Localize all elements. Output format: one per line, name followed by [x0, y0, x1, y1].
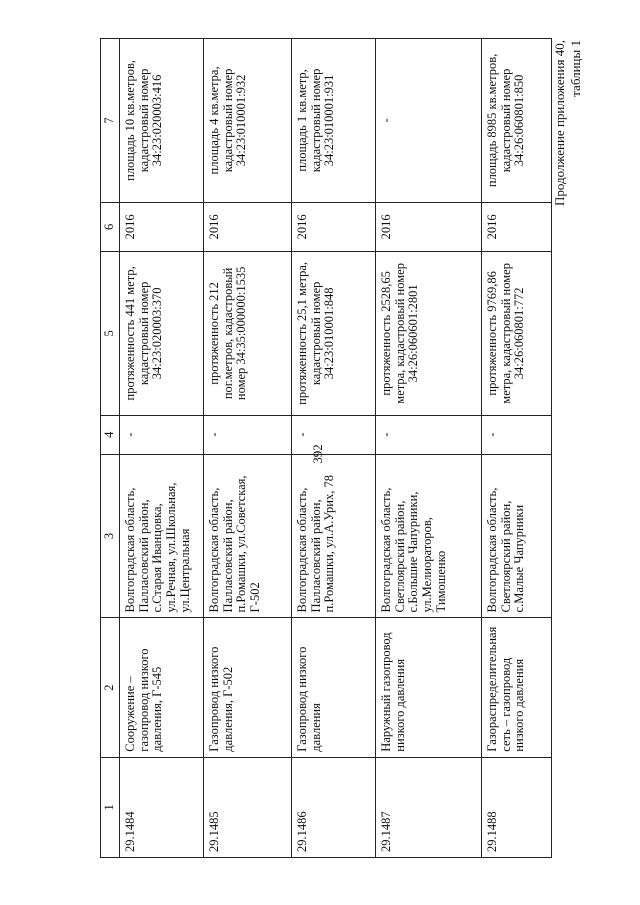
- object-params: протяженность 441 метр, кадастровый номер 34:23:020003:370: [119, 251, 203, 415]
- row-number: 29.1484: [119, 757, 203, 857]
- land-info: площадь 10 кв.метров, кадастровый номер 34:23:020003:416: [119, 39, 203, 203]
- object-address: Волгоградская область, Светлоярский район, с.Малые Чапурники: [481, 454, 551, 618]
- object-name: Сооружение – газопровод низкого давления, Г-545: [119, 618, 203, 757]
- row-number: 29.1486: [291, 757, 375, 857]
- year: 2016: [291, 202, 375, 251]
- header-col-3: 3: [101, 454, 120, 618]
- table-row: [291, 39, 375, 858]
- object-address: Волгоградская область, Палласовский район, с.Старая Иванцовка, ул.Речная, ул.Школьная, ул.Центральная: [119, 454, 203, 618]
- object-name: Газопровод низкого давления: [291, 618, 375, 757]
- col-4-value: -: [291, 415, 375, 454]
- object-params: протяженность 2528,65 метра, кадастровый номер 34:26:060601:2801: [375, 251, 481, 415]
- object-name: Наружный газопровод низкого давления: [375, 618, 481, 757]
- header-col-4: 4: [101, 415, 120, 454]
- header-col-5: 5: [101, 251, 120, 415]
- object-address: Волгоградская область, Палласовский район, п.Ромашки, ул.Советская, Г-502: [203, 454, 291, 618]
- land-info: площадь 4 кв.метра, кадастровый номер 34:23:010001:932: [203, 39, 291, 203]
- col-4-value: -: [375, 415, 481, 454]
- object-params: протяженность 212 пог.метров, кадастровый номер 34:35:000000:1535: [203, 251, 291, 415]
- object-name: Газораспределительная сеть – газопровод низкого давления: [481, 618, 551, 757]
- col-4-value: -: [119, 415, 203, 454]
- land-info: площадь 8985 кв.метров, кадастровый номер 34:26:060801:850: [481, 39, 551, 203]
- year: 2016: [119, 202, 203, 251]
- page-number: 392: [309, 444, 325, 464]
- header-col-1: 1: [101, 757, 120, 857]
- object-params: протяженность 9769,86 метра, кадастровый номер 34:26:060801:772: [481, 251, 551, 415]
- year: 2016: [481, 202, 551, 251]
- table-row: [375, 39, 481, 858]
- register-table-wrapper: [100, 38, 552, 858]
- object-params: протяженность 25,1 метра, кадастровый номер 34:23:010001:848: [291, 251, 375, 415]
- object-address: Волгоградская область, Светлоярский район, с.Большие Чапурники, ул.Мелиораторов, Тимошенко: [375, 454, 481, 618]
- header-col-2: 2: [101, 618, 120, 757]
- table-row: [481, 39, 551, 858]
- table-row: [119, 39, 203, 858]
- continuation-line-2: таблицы 1: [567, 40, 583, 97]
- year: 2016: [203, 202, 291, 251]
- header-col-6: 6: [101, 202, 120, 251]
- table-header-row: [101, 39, 120, 858]
- col-4-value: -: [203, 415, 291, 454]
- year: 2016: [375, 202, 481, 251]
- land-info: -: [375, 39, 481, 203]
- table-row: [203, 39, 291, 858]
- row-number: 29.1488: [481, 757, 551, 857]
- header-col-7: 7: [101, 39, 120, 203]
- continuation-line-1: Продолжение приложения 40,: [552, 40, 567, 207]
- object-name: Газопровод низкого давления, Г-502: [203, 618, 291, 757]
- register-table: [100, 38, 552, 858]
- row-number: 29.1487: [375, 757, 481, 857]
- land-info: площадь 1 кв.метр, кадастровый номер 34:23:010001:931: [291, 39, 375, 203]
- col-4-value: -: [481, 415, 551, 454]
- object-address: Волгоградская область, Палласовский район, п.Ромашки, ул.А.Урих, 78: [291, 454, 375, 618]
- row-number: 29.1485: [203, 757, 291, 857]
